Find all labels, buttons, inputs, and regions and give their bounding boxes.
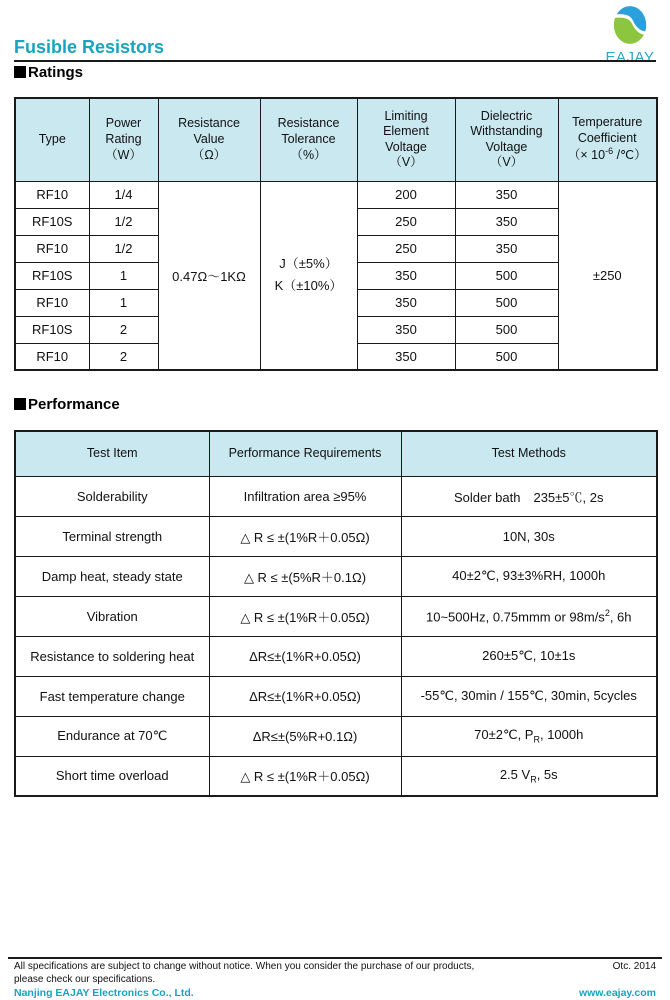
table-cell: RF10 <box>15 235 89 262</box>
table-cell: 500 <box>455 316 558 343</box>
ratings-table <box>14 97 658 371</box>
table-cell: Solder bath 235±5℃, 2s <box>401 476 657 516</box>
performance-row <box>15 476 657 516</box>
footer-notice-line2: please check our specifications. <box>14 973 156 985</box>
square-bullet-icon <box>14 398 26 410</box>
table-cell: ΔR≤±(5%R+0.1Ω) <box>209 716 401 756</box>
table-cell: RF10 <box>15 181 89 208</box>
table-cell: RF10 <box>15 343 89 370</box>
table-cell: Damp heat, steady state <box>15 556 209 596</box>
table-cell: RF10S <box>15 262 89 289</box>
square-bullet-icon <box>14 66 26 78</box>
performance-row <box>15 756 657 796</box>
footer-company-name: Nanjing EAJAY Electronics Co., Ltd. <box>14 987 194 999</box>
table-cell: 350 <box>455 235 558 262</box>
ratings-header-cell: Temperature Coefficient （× $10^{-6}$ /℃） <box>558 98 657 181</box>
footer-website-link[interactable]: www.eajay.com <box>578 987 656 999</box>
performance-header-cell: Test Item <box>15 431 209 476</box>
page-footer <box>8 957 662 1000</box>
table-cell: 2 <box>89 316 158 343</box>
table-cell: Resistance to soldering heat <box>15 636 209 676</box>
ratings-section-heading <box>14 64 83 81</box>
table-cell: 1/2 <box>89 235 158 262</box>
table-cell: 2 <box>89 343 158 370</box>
table-cell: 350 <box>357 343 455 370</box>
table-cell: Solderability <box>15 476 209 516</box>
tolerance-cell: J（±5%） K（±10%） <box>260 181 357 370</box>
ratings-heading-label: Ratings <box>28 64 84 81</box>
ratings-header-cell: Resistance Value （Ω） <box>158 98 260 181</box>
ratings-row <box>15 181 657 208</box>
table-cell: 1/4 <box>89 181 158 208</box>
table-cell: 70±2℃, $P_R$, 1000h <box>401 716 657 756</box>
leaf-logo-icon <box>612 5 648 50</box>
performance-section-heading <box>14 396 120 413</box>
table-cell: 350 <box>455 181 558 208</box>
ratings-header-cell: Limiting Element Voltage （V） <box>357 98 455 181</box>
table-cell: RF10S <box>15 316 89 343</box>
ratings-header-cell: Type <box>15 98 89 181</box>
table-cell: △ R ≤ ±(1%R＋0.05Ω) <box>209 756 401 796</box>
table-cell: 1/2 <box>89 208 158 235</box>
table-cell: 250 <box>357 208 455 235</box>
table-cell: 500 <box>455 289 558 316</box>
table-cell: 500 <box>455 262 558 289</box>
ratings-header-cell: Resistance Tolerance （%） <box>260 98 357 181</box>
ratings-header-cell: Power Rating （W） <box>89 98 158 181</box>
logo-wordmark: EAJAY <box>605 49 655 66</box>
table-cell: Infiltration area ≥95% <box>209 476 401 516</box>
table-cell: △ R ≤ ±(5%R＋0.1Ω) <box>209 556 401 596</box>
table-cell: 350 <box>357 289 455 316</box>
table-cell: Vibration <box>15 596 209 636</box>
ratings-header-cell: Dielectric Withstanding Voltage （V） <box>455 98 558 181</box>
table-cell: Terminal strength <box>15 516 209 556</box>
table-cell: 2.5 $V_R$, 5s <box>401 756 657 796</box>
table-cell: 10~500Hz, 0.75mmm or $98m/s^2$, 6h <box>401 596 657 636</box>
table-cell: 0.47Ω～1KΩ <box>158 181 260 370</box>
table-cell: △ R ≤ ±(1%R＋0.05Ω) <box>209 516 401 556</box>
table-cell: Endurance at 70℃ <box>15 716 209 756</box>
page-title: Fusible Resistors <box>14 37 165 57</box>
table-cell: 1 <box>89 262 158 289</box>
table-cell: 1 <box>89 289 158 316</box>
performance-row <box>15 636 657 676</box>
performance-row <box>15 716 657 756</box>
performance-header-cell: Test Methods <box>401 431 657 476</box>
performance-table <box>14 430 658 797</box>
table-cell: 40±2℃, 93±3%RH, 1000h <box>401 556 657 596</box>
title-divider <box>14 60 656 62</box>
table-cell: ±250 <box>558 181 657 370</box>
performance-heading-label: Performance <box>28 396 120 413</box>
table-cell: 250 <box>357 235 455 262</box>
table-cell: Short time overload <box>15 756 209 796</box>
table-cell: 10N, 30s <box>401 516 657 556</box>
performance-row <box>15 556 657 596</box>
footer-date: Otc. 2014 <box>612 961 656 972</box>
table-cell: 200 <box>357 181 455 208</box>
table-cell: 350 <box>357 316 455 343</box>
table-cell: ΔR≤±(1%R+0.05Ω) <box>209 636 401 676</box>
table-cell: 500 <box>455 343 558 370</box>
company-logo <box>603 5 657 66</box>
table-cell: ΔR≤±(1%R+0.05Ω) <box>209 676 401 716</box>
performance-header-cell: Performance Requirements <box>209 431 401 476</box>
table-cell: 350 <box>455 208 558 235</box>
table-cell: 260±5℃, 10±1s <box>401 636 657 676</box>
footer-notice-line1: All specifications are subject to change without notice. When you consider the purchase of our products, <box>14 961 475 972</box>
table-cell: -55℃, 30min / 155℃, 30min, 5cycles <box>401 676 657 716</box>
table-cell: △ R ≤ ±(1%R＋0.05Ω) <box>209 596 401 636</box>
table-cell: RF10 <box>15 289 89 316</box>
performance-row <box>15 676 657 716</box>
performance-row <box>15 516 657 556</box>
performance-row <box>15 596 657 636</box>
table-cell: 350 <box>357 262 455 289</box>
table-cell: RF10S <box>15 208 89 235</box>
table-cell: Fast temperature change <box>15 676 209 716</box>
